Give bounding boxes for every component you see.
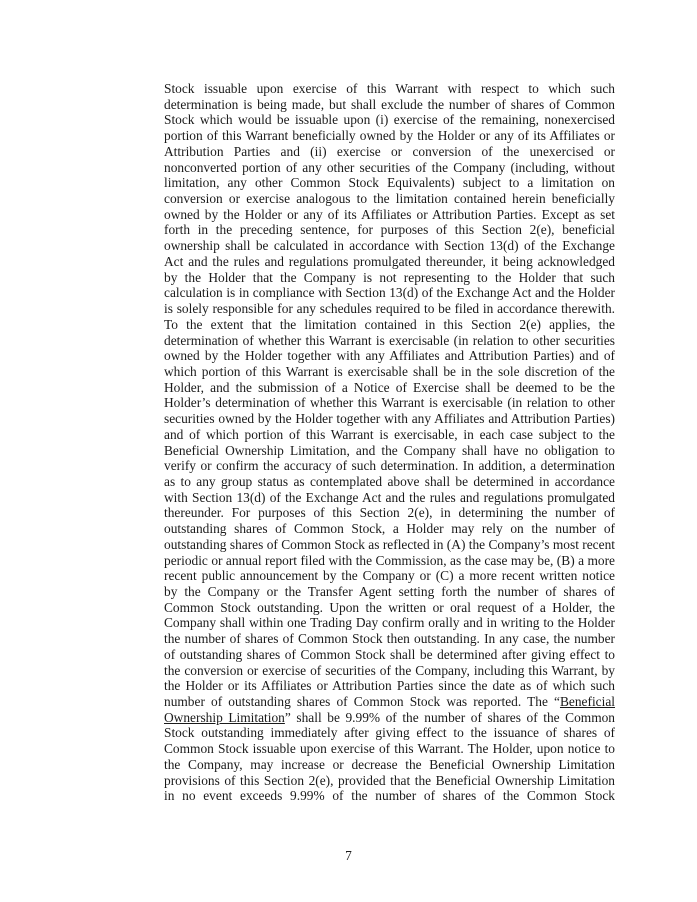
text-segment: ” shall be 9.99% of the number of shares of the Common: [284, 709, 616, 725]
text-line: verify or confirm the accuracy of such determination. In addition, a determination: [164, 458, 615, 474]
text-line: conversion or exercise analogous to the limitation contained herein beneficially: [164, 191, 615, 207]
defined-term-ownership-limitation: Ownership Limitation: [164, 709, 285, 725]
text-line: Stock issuable upon exercise of this Warrant with respect to which such: [164, 81, 615, 96]
text-line: Stock outstanding immediately after giving effect to the issuance of shares of: [164, 725, 615, 741]
text-line: portion of this Warrant beneficially owned by the Holder or any of its Affiliates or: [164, 128, 615, 144]
text-line: Holder’s determination of whether this Warrant is exercisable (in relation to other: [164, 395, 615, 411]
text-line: as to any group status as contemplated above shall be determined in accordance: [164, 473, 615, 489]
text-line: outstanding shares of Common Stock, a Holder may rely on the number of: [164, 521, 615, 537]
text-line: provisions of this Section 2(e), provided that the Beneficial Ownership Limitation: [164, 772, 615, 788]
text-line: the conversion or exercise of securities of the Company, including this Warrant, by: [164, 662, 615, 678]
text-line: Beneficial Ownership Limitation, and the Company shall have no obligation to: [164, 442, 615, 458]
text-line: determination of whether this Warrant is exercisable (in relation to other securities: [164, 332, 615, 348]
text-line: owned by the Holder or any of its Affiliates or Attribution Parties. Except as set: [164, 206, 615, 222]
text-line: forth in the preceding sentence, for purposes of this Section 2(e), beneficial: [164, 222, 615, 238]
text-line: the number of shares of Common Stock then outstanding. In any case, the number: [164, 631, 615, 647]
text-line: periodic or annual report filed with the Commission, as the case may be, (B) a more: [164, 552, 615, 568]
text-line: Stock which would be issuable upon (i) exercise of the remaining, nonexercised: [164, 112, 615, 128]
text-line: is solely responsible for any schedules required to be filed in accordance therewith.: [164, 301, 615, 317]
page-number: 7: [345, 848, 352, 863]
text-segment: number of outstanding shares of Common Stock was reported. The “: [164, 694, 560, 710]
text-line: limitation, any other Common Stock Equivalents) subject to a limitation on: [164, 175, 615, 191]
text-line: which portion of this Warrant is exercisable shall be in the sole discretion of the: [164, 363, 615, 379]
text-line: [164, 694, 615, 710]
text-line: ownership shall be calculated in accordance with Section 13(d) of the Exchange: [164, 238, 615, 254]
text-line: Common Stock outstanding. Upon the written or oral request of a Holder, the: [164, 599, 615, 615]
text-line: securities owned by the Holder together with any Affiliates and Attribution Parties): [164, 411, 615, 427]
text-line: and of which portion of this Warrant is exercisable, in each case subject to the: [164, 426, 615, 442]
text-line: owned by the Holder together with any Affiliates and Attribution Parties) and of: [164, 348, 615, 364]
text-line: Common Stock issuable upon exercise of this Warrant. The Holder, upon notice to: [164, 741, 615, 757]
text-line: of outstanding shares of Common Stock shall be determined after giving effect to: [164, 646, 615, 662]
text-line: nonconverted portion of any other securities of the Company (including, without: [164, 159, 615, 175]
text-line: thereunder. For purposes of this Section 2(e), in determining the number of: [164, 505, 615, 521]
text-line: Attribution Parties and (ii) exercise or conversion of the unexercised or: [164, 143, 615, 159]
text-line: the Holder or its Affiliates or Attribution Parties since the date as of which such: [164, 678, 615, 694]
text-line: with Section 13(d) of the Exchange Act and the rules and regulations promulgated: [164, 489, 615, 505]
text-line: recent public announcement by the Company or (C) a more recent written notice: [164, 568, 615, 584]
text-line: outstanding shares of Common Stock as reflected in (A) the Company’s most recent: [164, 536, 615, 552]
text-line: by the Company or the Transfer Agent setting forth the number of shares of: [164, 584, 615, 599]
text-line: [164, 710, 615, 726]
text-line: Holder, and the submission of a Notice of Exercise shall be deemed to be the: [164, 379, 615, 395]
text-line: by the Holder that the Company is not representing to the Holder that such: [164, 269, 615, 285]
text-line: determination is being made, but shall exclude the number of shares of Common: [164, 96, 615, 112]
text-line: Act and the rules and regulations promulgated thereunder, it being acknowledged: [164, 253, 615, 269]
text-line: the Company, may increase or decrease the Beneficial Ownership Limitation: [164, 756, 615, 772]
defined-term-beneficial: Beneficial: [559, 694, 615, 710]
text-line: Company shall within one Trading Day confirm orally and in writing to the Holder: [164, 615, 615, 631]
body-paragraph: [164, 81, 615, 804]
text-line: calculation is in compliance with Section 13(d) of the Exchange Act and the Holder: [164, 285, 615, 301]
text-line: To the extent that the limitation contained in this Section 2(e) applies, the: [164, 316, 615, 332]
text-line: in no event exceeds 9.99% of the number of shares of the Common Stock: [164, 788, 615, 804]
